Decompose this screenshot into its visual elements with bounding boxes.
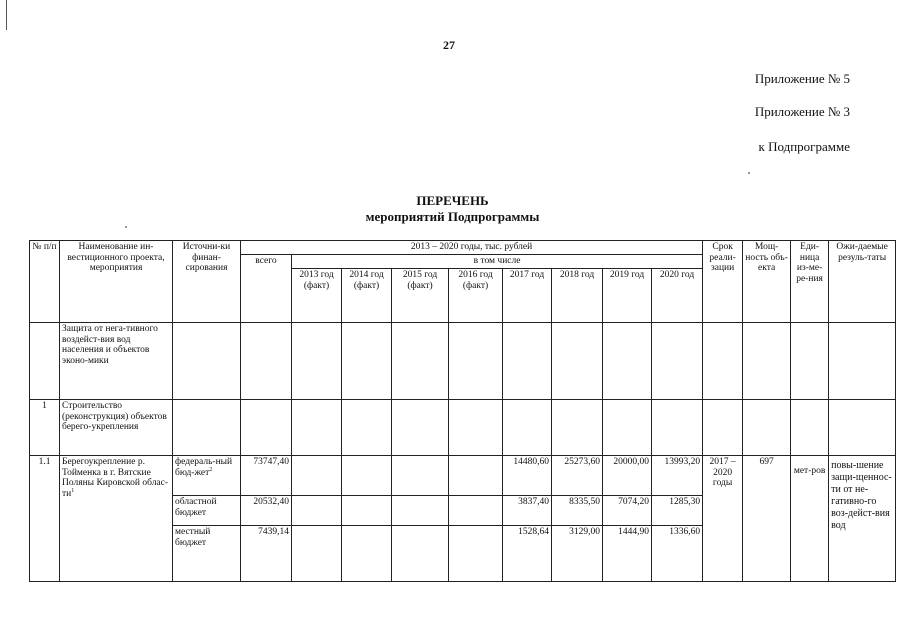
- local-2018: 3129,00: [552, 526, 603, 582]
- local-2017: 1528,64: [503, 526, 552, 582]
- federal-total: 73747,40: [241, 456, 292, 496]
- header-capacity: Мощ-ность объ-екта: [743, 241, 791, 323]
- header-year-2017: 2017 год: [503, 269, 552, 323]
- local-2019: 1444,90: [603, 526, 652, 582]
- header-num: № п/п: [30, 241, 60, 323]
- header-year-2016: 2016 год (факт): [449, 269, 503, 323]
- header-name: Наименование ин-вестиционного проекта, мероприятия: [60, 241, 173, 323]
- section-row: [30, 323, 896, 400]
- header-year-2015: 2015 год (факт): [392, 269, 449, 323]
- federal-2019: 20000,00: [603, 456, 652, 496]
- row-1-1-expected: повы-шение защи-щеннос-ти от не-гативно-го воз-дейст-вия вод: [829, 456, 896, 582]
- appendix-line-1: Приложение № 5: [754, 71, 850, 86]
- header-source: Источни-ки финан-сирования: [173, 241, 241, 323]
- row-1-1-name: Берегоукрепление р. Тойменка в г. Вятские Поляны Кировской облас-$ти^1$: [60, 456, 173, 582]
- row-1-1-unit: мет-ров: [791, 456, 829, 582]
- header-year-2014: 2014 год (факт): [342, 269, 392, 323]
- section-title: Защита от нега-тивного воздейст-вия вод населения и объектов эконо-мики: [60, 323, 173, 400]
- header-year-2013: 2013 год (факт): [292, 269, 342, 323]
- federal-2020: 13993,20: [652, 456, 703, 496]
- header-year-2019: 2019 год: [603, 269, 652, 323]
- header-term: Срок реали-зации: [703, 241, 743, 323]
- table-row-1: [30, 400, 896, 456]
- regional-total: 20532,40: [241, 496, 292, 526]
- header-period: 2013 – 2020 годы, тыс. рублей: [241, 241, 703, 255]
- header-total: всего: [241, 255, 292, 323]
- document-subtitle: мероприятий Подпрограммы: [365, 209, 540, 224]
- source-local: местный бюджет: [173, 526, 241, 582]
- regional-2017: 3837,40: [503, 496, 552, 526]
- federal-2018: 25273,60: [552, 456, 603, 496]
- regional-2019: 7074,20: [603, 496, 652, 526]
- local-total: 7439,14: [241, 526, 292, 582]
- source-regional: областной бюджет: [173, 496, 241, 526]
- header-unit: Еди-ница из-ме-ре-ния: [791, 241, 829, 323]
- row-1-name: Строительство (реконструкция) объектов берего-укрепления: [60, 400, 173, 456]
- header-expected: Ожи-даемые резуль-таты: [829, 241, 896, 323]
- header-year-2018: 2018 год: [552, 269, 603, 323]
- header-incl: в том числе: [292, 255, 703, 269]
- federal-2017: 14480,60: [503, 456, 552, 496]
- table-row-1-1-federal: [30, 456, 896, 496]
- local-2020: 1336,60: [652, 526, 703, 582]
- source-federal: федераль-ный бюд-жет$^2$: [173, 456, 241, 496]
- row-1-1-capacity: 697: [743, 456, 791, 582]
- scan-speck: [125, 226, 127, 228]
- row-1-1-num: 1.1: [30, 456, 60, 582]
- header-row-1: [30, 241, 896, 255]
- appendix-line-2: Приложение № 3: [754, 104, 850, 119]
- regional-2020: 1285,30: [652, 496, 703, 526]
- scan-edge-line: [6, 0, 7, 30]
- measures-table: [29, 240, 896, 582]
- scan-speck: [748, 172, 750, 174]
- row-1-num: 1: [30, 400, 60, 456]
- page-number: 27: [443, 38, 455, 52]
- row-1-1-term: 2017 – 2020 годы: [703, 456, 743, 582]
- header-year-2020: 2020 год: [652, 269, 703, 323]
- regional-2018: 8335,50: [552, 496, 603, 526]
- document-title: ПЕРЕЧЕНЬ: [416, 193, 489, 208]
- appendix-line-3: к Подпрограмме: [758, 139, 850, 154]
